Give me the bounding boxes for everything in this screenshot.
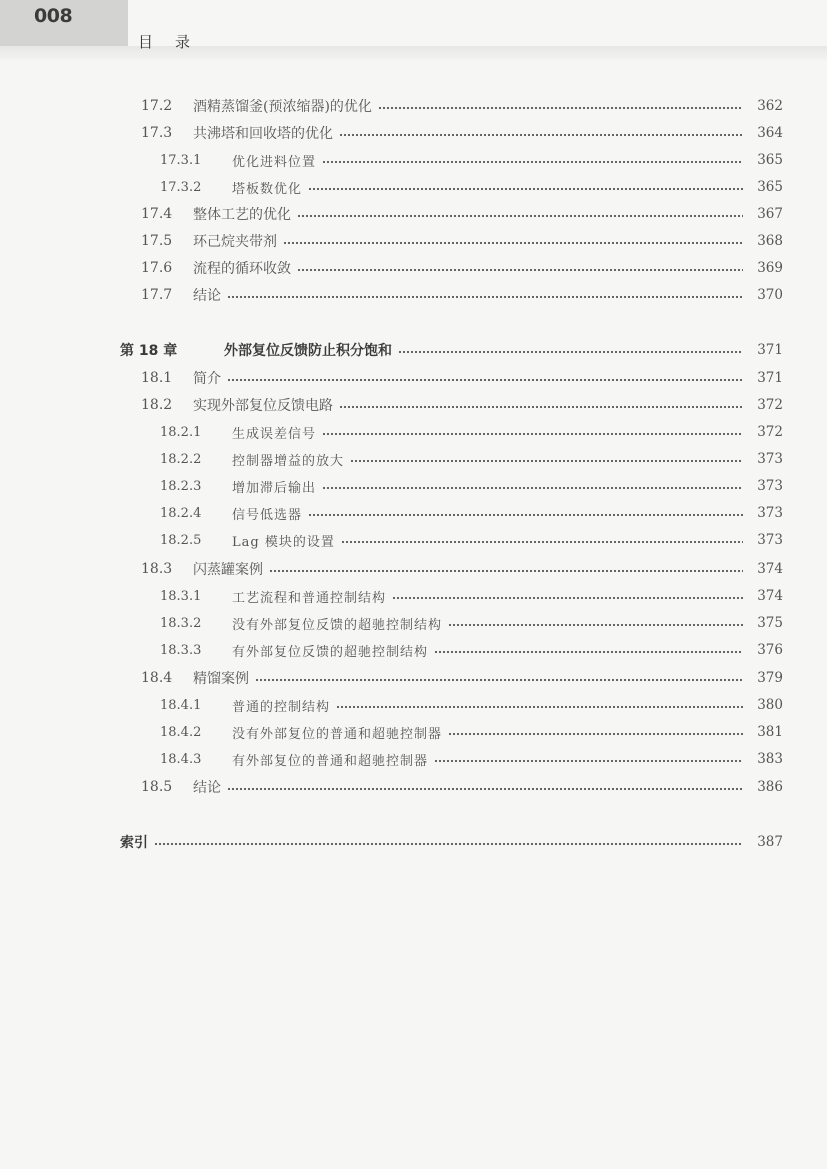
toc-entry-page: 373: [757, 478, 783, 494]
toc-entry-page: 365: [757, 179, 783, 195]
toc-entry[interactable]: [160, 447, 783, 471]
toc-entry-page: 370: [757, 287, 783, 303]
dot-leader: [448, 617, 743, 629]
toc-entry[interactable]: [160, 611, 783, 635]
toc-entry-title: 索引: [120, 835, 148, 851]
toc-entry-page: 383: [757, 751, 783, 767]
toc-chapter-entry[interactable]: [120, 338, 783, 362]
toc-entry[interactable]: [141, 229, 783, 253]
toc-entry-title: 外部复位反馈防止积分饱和: [224, 343, 392, 359]
toc-entry-title: Lag 模块的设置: [232, 534, 335, 550]
toc-entry-title: 整体工艺的优化: [193, 207, 291, 223]
toc-entry-page: 381: [757, 724, 783, 740]
dot-leader: [255, 672, 743, 684]
toc-entry[interactable]: [160, 693, 783, 717]
dot-leader: [392, 590, 743, 602]
dot-leader: [341, 534, 743, 546]
dot-leader: [350, 453, 743, 465]
toc-entry[interactable]: [160, 528, 783, 552]
toc-entry[interactable]: [141, 393, 783, 417]
toc-entry-number: 17.6: [141, 260, 173, 276]
toc-entry[interactable]: [160, 747, 783, 771]
dot-leader: [269, 563, 743, 575]
page-number: 008: [34, 5, 73, 27]
toc-entry-number: 18.4.3: [160, 751, 202, 767]
toc-entry-title: 优化进料位置: [232, 154, 317, 170]
toc-entry-page: 379: [757, 670, 783, 686]
toc-entry[interactable]: [160, 474, 783, 498]
toc-entry-title: 共沸塔和回收塔的优化: [193, 126, 333, 142]
toc-entry-number: 18.2.5: [160, 532, 202, 548]
toc-entry-title: 增加滞后输出: [232, 480, 317, 496]
toc-entry-page: 373: [757, 505, 783, 521]
dot-leader: [398, 344, 743, 356]
toc-entry-page: 368: [757, 233, 783, 249]
toc-entry-number: 17.7: [141, 287, 173, 303]
toc-entry-number: 18.3.1: [160, 588, 202, 604]
toc-entry-title: 信号低选器: [232, 507, 303, 523]
toc-entry[interactable]: [160, 584, 783, 608]
toc-entry-title: 精馏案例: [193, 671, 249, 687]
toc-entry-title: 塔板数优化: [232, 181, 303, 197]
toc-entry-number: 17.4: [141, 206, 173, 222]
toc-entry-number: 18.4.1: [160, 697, 202, 713]
toc-chapter-entry[interactable]: [120, 830, 783, 854]
dot-leader: [336, 699, 743, 711]
dot-leader: [308, 181, 743, 193]
section-title: 目 录: [138, 33, 191, 51]
toc-entry-title: 实现外部复位反馈电路: [193, 398, 333, 414]
toc-entry[interactable]: [141, 121, 783, 145]
toc-entry[interactable]: [160, 420, 783, 444]
toc-entry-page: 376: [757, 642, 783, 658]
toc-entry-title: 闪蒸罐案例: [193, 562, 263, 578]
toc-entry-page: 374: [757, 561, 783, 577]
toc-entry-number: 18.3.3: [160, 642, 202, 658]
toc-entry-title: 有外部复位反馈的超驰控制结构: [232, 644, 429, 660]
toc-entry-number: 18.2.1: [160, 424, 202, 440]
dot-leader: [339, 127, 743, 139]
toc-entry-title: 酒精蒸馏釜(预浓缩器)的优化: [193, 99, 372, 115]
toc-entry-number: 18.4.2: [160, 724, 202, 740]
dot-leader: [434, 644, 743, 656]
toc-entry-number: 18.2.2: [160, 451, 202, 467]
toc-entry-number: 17.3: [141, 125, 173, 141]
toc-entry-title: 普通的控制结构: [232, 699, 331, 715]
dot-leader: [322, 426, 743, 438]
dot-leader: [434, 753, 743, 765]
dot-leader: [227, 289, 743, 301]
toc-entry-number: 17.3.1: [160, 152, 202, 168]
toc-entry-number: 第 18 章: [120, 343, 178, 359]
toc-entry-page: 387: [757, 834, 783, 850]
toc-entry-number: 18.2: [141, 397, 173, 413]
toc-entry[interactable]: [141, 202, 783, 226]
toc-entry[interactable]: [141, 557, 783, 581]
dot-leader: [227, 781, 743, 793]
toc-entry[interactable]: [160, 638, 783, 662]
toc-entry-number: 18.3.2: [160, 615, 202, 631]
toc-entry[interactable]: [160, 720, 783, 744]
toc-entry-page: 386: [757, 779, 783, 795]
dot-leader: [322, 480, 743, 492]
toc-entry[interactable]: [160, 175, 783, 199]
toc-entry-number: 18.5: [141, 779, 173, 795]
toc-entry-page: 372: [757, 424, 783, 440]
toc-entry-page: 374: [757, 588, 783, 604]
toc-entry-title: 工艺流程和普通控制结构: [232, 590, 387, 606]
toc-entry[interactable]: [141, 283, 783, 307]
dot-leader: [448, 726, 743, 738]
toc-entry[interactable]: [141, 94, 783, 118]
toc-entry-number: 17.2: [141, 98, 173, 114]
toc-entry-title: 流程的循环收敛: [193, 261, 291, 277]
toc-entry-page: 364: [757, 125, 783, 141]
toc-entry-page: 373: [757, 532, 783, 548]
toc-entry-page: 380: [757, 697, 783, 713]
dot-leader: [154, 836, 743, 848]
toc-entry[interactable]: [141, 666, 783, 690]
toc-entry[interactable]: [160, 148, 783, 172]
toc-entry-number: 18.2.3: [160, 478, 202, 494]
toc-entry-number: 17.5: [141, 233, 173, 249]
dot-leader: [283, 235, 743, 247]
toc-entry-page: 375: [757, 615, 783, 631]
toc-entry-page: 365: [757, 152, 783, 168]
dot-leader: [297, 208, 743, 220]
toc-entry-title: 没有外部复位反馈的超驰控制结构: [232, 617, 443, 633]
dot-leader: [322, 154, 743, 166]
toc-entry[interactable]: [141, 256, 783, 280]
toc-entry[interactable]: [160, 501, 783, 525]
dot-leader: [227, 372, 743, 384]
toc-entry-title: 控制器增益的放大: [232, 453, 345, 469]
toc-entry-title: 简介: [193, 371, 221, 387]
toc-entry-page: 362: [757, 98, 783, 114]
toc-entry-title: 有外部复位的普通和超驰控制器: [232, 753, 429, 769]
toc-entry-page: 369: [757, 260, 783, 276]
toc-entry-title: 生成误差信号: [232, 426, 317, 442]
toc-entry-title: 结论: [193, 780, 221, 796]
toc-entry[interactable]: [141, 775, 783, 799]
header-band: [0, 46, 827, 60]
toc-entry-page: 372: [757, 397, 783, 413]
toc-entry-page: 373: [757, 451, 783, 467]
dot-leader: [297, 262, 743, 274]
toc-entry-title: 没有外部复位的普通和超驰控制器: [232, 726, 443, 742]
toc-entry-number: 18.3: [141, 561, 173, 577]
dot-leader: [339, 399, 743, 411]
dot-leader: [378, 100, 743, 112]
toc-entry-number: 17.3.2: [160, 179, 202, 195]
toc-entry-page: 367: [757, 206, 783, 222]
toc-entry-page: 371: [757, 370, 783, 386]
toc-entry-title: 环己烷夹带剂: [193, 234, 277, 250]
toc-entry-title: 结论: [193, 288, 221, 304]
toc-entry-number: 18.2.4: [160, 505, 202, 521]
dot-leader: [308, 507, 743, 519]
toc-entry[interactable]: [141, 366, 783, 390]
toc-entry-number: 18.1: [141, 370, 173, 386]
toc-entry-page: 371: [757, 342, 783, 358]
toc-entry-number: 18.4: [141, 670, 173, 686]
